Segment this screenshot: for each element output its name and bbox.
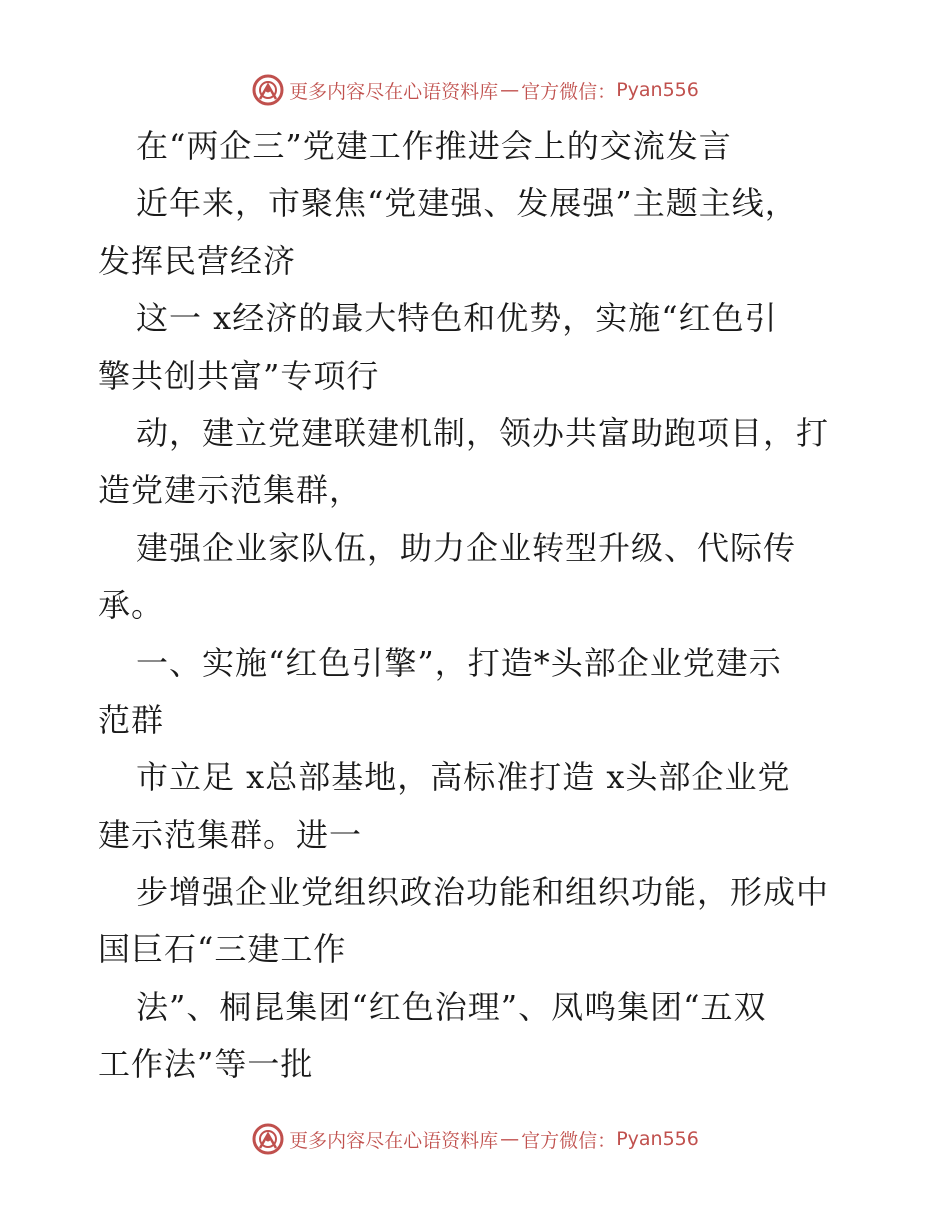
watermark-wechat-id: Pyan556 [616,1128,699,1150]
paragraph-line: 建强企业家队伍，助力企业转型升级、代际传 [136,528,797,567]
paragraph-line: 擎共创共富”专项行 [98,356,380,395]
document-body [98,118,858,1094]
watermark-separator: — [500,1128,520,1150]
rosette-logo-icon [251,73,285,107]
paragraph-line: 这一 x经济的最大特色和优势，实施“红色引 [136,299,778,338]
paragraph-line: 法”、桐昆集团“红色治理”、凤鸣集团“五双 [136,987,767,1026]
paragraph-line: 步增强企业党组织政治功能和组织功能，形成中 [136,873,830,912]
rosette-logo-icon [251,1122,285,1156]
paragraph-line: 动，建立党建联建机制，领办共富助跑项目，打 [136,413,830,452]
paragraph-line: 建示范集群。进一 [98,815,363,854]
paragraph-line: 承。 [98,586,165,625]
section-heading-continued: 范群 [98,700,165,739]
paragraph-line: 市立足 x总部基地，高标准打造 x头部企业党 [136,758,791,797]
watermark-banner-bottom [0,1119,950,1159]
section-heading: 一、实施“红色引擎”，打造*头部企业党建示 [136,643,782,682]
watermark-separator: — [500,79,520,101]
paragraph-line: 工作法”等一批 [98,1045,314,1084]
watermark-site-text: 更多内容尽在心语资料库 [289,80,499,103]
watermark-banner-top [0,70,950,110]
watermark-wechat-label: 官方微信： [521,1129,617,1152]
paragraph-line: 国巨石“三建工作 [98,930,347,969]
watermark-wechat-id: Pyan556 [616,79,699,101]
paragraph-line: 近年来，市聚焦“党建强、发展强”主题主线， [136,184,798,223]
paragraph-line: 发挥民营经济 [98,241,297,280]
paragraph-line: 造党建示范集群， [98,471,363,510]
watermark-wechat-label: 官方微信： [521,80,617,103]
watermark-site-text: 更多内容尽在心语资料库 [289,1129,499,1152]
document-title: 在“两企三”党建工作推进会上的交流发言 [136,127,732,165]
